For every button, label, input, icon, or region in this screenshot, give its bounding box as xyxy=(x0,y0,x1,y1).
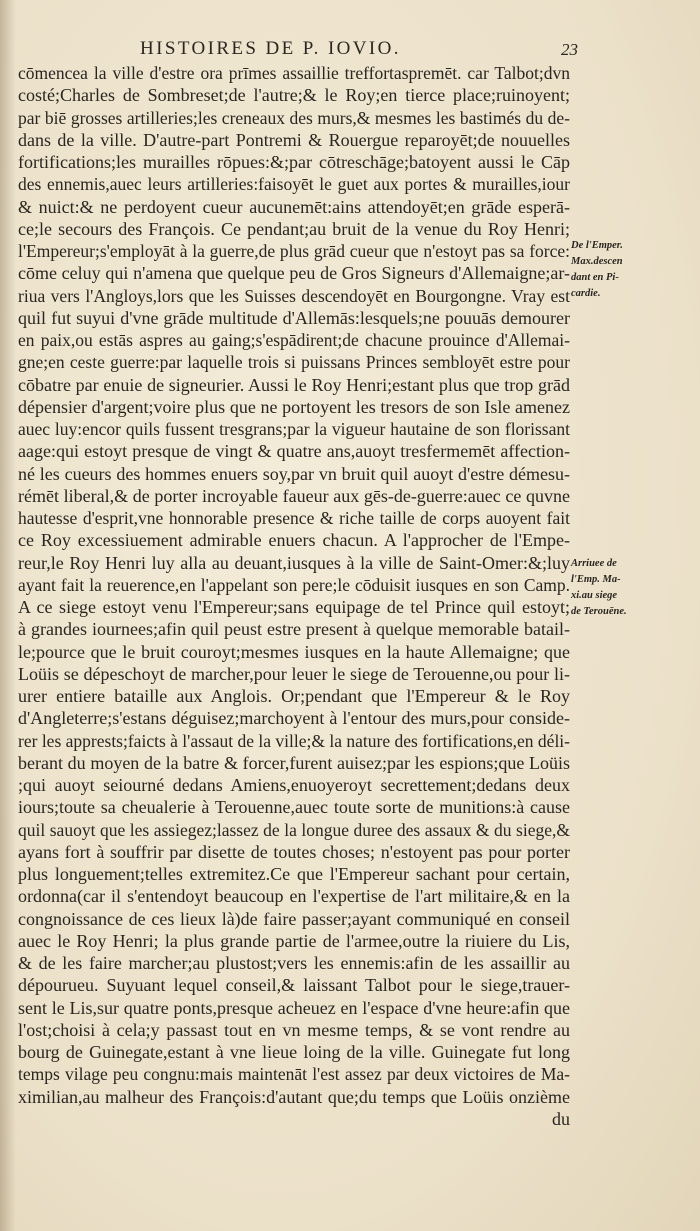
text-line: & de les faire marcher;au plustost;vers les ennemis:afin de les assaillir au xyxy=(18,953,570,973)
text-line: auec le Roy Henri; la plus grande partie de l'armee,outre la riuiere du Lis, xyxy=(18,930,570,951)
marginal-note-line: l'Emp. Ma- xyxy=(571,574,621,585)
text-line: Loüis se dépeschoyt de marcher,pour leuer le siege de Terouenne,ou pour li- xyxy=(18,663,570,684)
text-line: berant du moyen de la batre & forcer,furent auisez;par les espions;que Loüis xyxy=(18,752,570,773)
text-line: costé;Charles de Sombreset;de l'autre;& le Roy;en tierce place;ruinoyent; xyxy=(18,85,570,106)
gutter-shadow xyxy=(0,0,16,1231)
text-line: auec luy:encor quils fussent tresgrans;par la vigueur hautaine de son florissant xyxy=(18,419,570,439)
marginal-note-line: dant en Pi- xyxy=(571,272,619,283)
text-line: cōme celuy qui n'amena que quelque peu de Gros Signeurs d'Allemaigne;ar- xyxy=(18,263,570,284)
text-line: des ennemis,auec leurs artilleries:faisoyēt le guet aux portes & murailles,iour xyxy=(18,174,570,195)
marginal-note-line: Arriuee de xyxy=(571,558,617,569)
text-line: d'Angleterre;s'estans déguisez;marchoyent à l'entour des murs,pour conside- xyxy=(18,708,570,729)
marginal-note-line: De l'Emper. xyxy=(571,240,623,251)
text-line: l'ost;choisi à cela;y passast tout en vn mesme temps, & se vont rendre au xyxy=(18,1019,570,1040)
text-line: dépensier d'argent;voire plus que ne portoyent les tresors de son Isle amenez xyxy=(18,396,570,417)
text-line: à grandes iournees;afin quil peust estre present à quelque memorable batail- xyxy=(18,619,570,640)
marginal-note-emperor-descends xyxy=(571,238,696,302)
text-line: dans de la ville. D'autre-part Pontremi & Rouergue reparoyēt;de nouuelles xyxy=(18,129,570,150)
text-line: cōbatre par enuie de signeurier. Aussi le Roy Henri;estant plus que trop grād xyxy=(18,374,570,395)
body-text xyxy=(18,62,570,1130)
text-line: dépourueu. Suyuant lequel conseil,& laissant Talbot pour le siege,trauer- xyxy=(18,975,570,996)
text-line: ce Roy excessiuement admirable enuers chacun. A l'approcher de l'Empe- xyxy=(18,530,570,551)
text-line: ordonna(car il s'entendoyt beaucoup en l'expertise de l'art militaire,& en la xyxy=(18,886,570,907)
marginal-note-line: cardie. xyxy=(571,288,601,299)
text-line: & nuict:& ne perdoyent cueur aucunemēt:ains attendoyēt;en grāde esperā- xyxy=(18,196,570,217)
text-line: quil fut suyui d'vne grāde multitude d'Allemās:lesquels;ne pouuās demourer xyxy=(18,307,570,328)
text-line: rer les apprests;faicts à l'assaut de la ville;& la nature des fortifications,en déli- xyxy=(18,730,570,751)
text-line: temps vilage peu congnu:mais maintenāt l'est assez par deux victoires de Ma- xyxy=(18,1064,570,1085)
marginal-note-line: de Terouēne. xyxy=(571,606,627,617)
text-line: né les cueurs des hommes enuers soy,par vn bruit quil auoyt d'estre démesu- xyxy=(18,463,570,484)
text-line: gne;en ceste guerre:par laquelle trois si puissans Princes sembloyēt estre pour xyxy=(18,352,570,373)
text-line: rémēt liberal,& de porter incroyable faueur aux gēs-de-guerre:auec ce quvne xyxy=(18,485,570,506)
text-line: par biē grosses artilleries;les creneaux des murs,& mesmes les bastimés du de- xyxy=(18,107,570,128)
marginal-note-line: Max.descen xyxy=(571,256,623,267)
text-line: en paix,ou estās aspres au gaing;s'espādirent;de chacune prouince d'Allemai- xyxy=(18,330,570,350)
text-line: urer entiere bataille aux Anglois. Or;pendant que l'Empereur & le Roy xyxy=(18,686,570,706)
text-line: l'Empereur;s'employāt à la guerre,de plus grād cueur que n'estoyt pas sa force: xyxy=(18,241,570,261)
text-line: ce;le secours des François. Ce pendant;au bruit de la venue du Roy Henri; xyxy=(18,218,570,239)
marginal-note-line: xi.au siege xyxy=(571,590,618,601)
text-line: le;pource que le bruit couroyt;mesmes iusques en la haute Allemaigne; que xyxy=(18,641,570,662)
text-line: ayans fort à souffrir par disette de toutes choses; n'estoyent pas pour porter xyxy=(18,841,570,862)
running-head: HISTOIRES DE P. IOVIO. xyxy=(140,38,401,59)
text-line: congnoissance de ces lieux là)de faire passer;ayant communiqué en conseil xyxy=(18,908,570,929)
text-line: cōmencea la ville d'estre ora prīmes assaillie treffortaspremēt. car Talbot;dvn xyxy=(18,63,570,83)
text-line: iours;toute sa cheualerie à Terouenne,auec toute sorte de munitions:à cause xyxy=(18,797,570,818)
text-line: A ce siege estoyt venu l'Empereur;sans equipage de tel Prince quil estoyt; xyxy=(18,597,570,617)
catchword: du xyxy=(552,1108,570,1129)
text-line: fortifications;les murailles rōpues:&;par cōtreschāge;batoyent aussi le Cāp xyxy=(18,152,570,172)
text-line: bourg de Guinegate,estant à vne lieue loing de la ville. Guinegate fut long xyxy=(18,1042,570,1062)
text-line: hautesse d'esprit,vne honnorable presence & riche taille de corps auoyent fait xyxy=(18,508,570,528)
page-number: 23 xyxy=(561,40,578,59)
text-line: ximilian,au malheur des François:d'autant que;du temps que Loüis onzième xyxy=(18,1086,570,1107)
text-line: quil sauoyt que les assiegez;lassez de la longue duree des assaux & du siege,& xyxy=(18,819,570,840)
text-line: ayant fait la reuerence,en l'appelant son pere;le cōduisit iusques en son Camp. xyxy=(18,574,570,595)
text-line: riua vers l'Angloys,lors que les Suisses descendoyēt en Bourgongne. Vray est xyxy=(18,285,570,306)
text-line: reur,le Roy Henri luy alla au deuant,iusques à la ville de Saint-Omer:&;luy xyxy=(18,552,570,573)
text-line: ;qui auoyt seiourné dedans Amiens,enuoyeroyt secrettement;dedans deux xyxy=(18,775,570,795)
text-line: sent le Lis,sur quatre ponts,presque acheuez en l'espace d'vne heure:afin que xyxy=(18,997,570,1018)
marginal-note-emperor-arrival xyxy=(571,556,696,620)
text-line: aage:qui estoyt presque de vingt & quatre ans,auoyt tresfermemēt affection- xyxy=(18,441,570,462)
text-line: plus longuement;telles extremitez.Ce que l'Empereur sachant pour certain, xyxy=(18,864,570,884)
